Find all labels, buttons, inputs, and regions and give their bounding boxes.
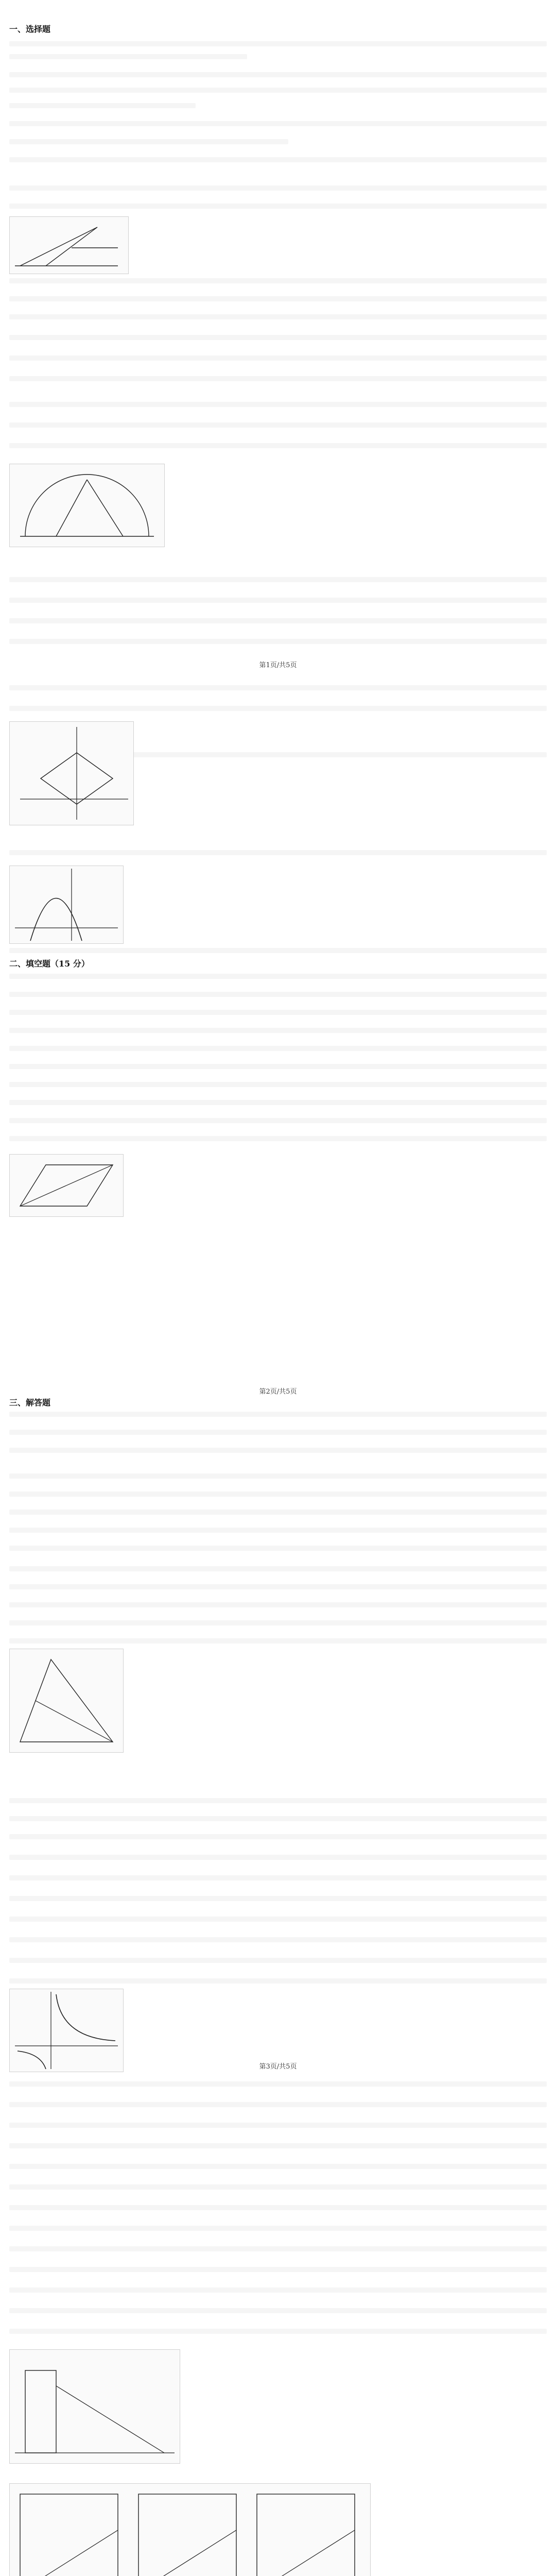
figure-semicircle	[9, 464, 165, 547]
figure-building	[9, 2349, 180, 2464]
page-footer-1: 第1页/共5页	[259, 662, 297, 669]
figure-triangle-2	[9, 1649, 124, 1753]
figure-parabola	[9, 866, 124, 944]
figure-coordinate-square	[9, 721, 134, 825]
figure-triangle	[9, 216, 129, 274]
figure-hyperbola	[9, 1989, 124, 2072]
figure-square-rotations	[9, 2483, 371, 2576]
section-heading-choice: 一、选择题	[9, 24, 51, 34]
page-footer-3: 第3页/共5页	[259, 2063, 297, 2071]
section-heading-answer: 三、解答题	[9, 1398, 51, 1408]
figure-parallelogram	[9, 1154, 124, 1217]
page-footer-2: 第2页/共5页	[259, 1388, 297, 1396]
section-heading-fill: 二、填空题（15 分）	[9, 959, 90, 969]
